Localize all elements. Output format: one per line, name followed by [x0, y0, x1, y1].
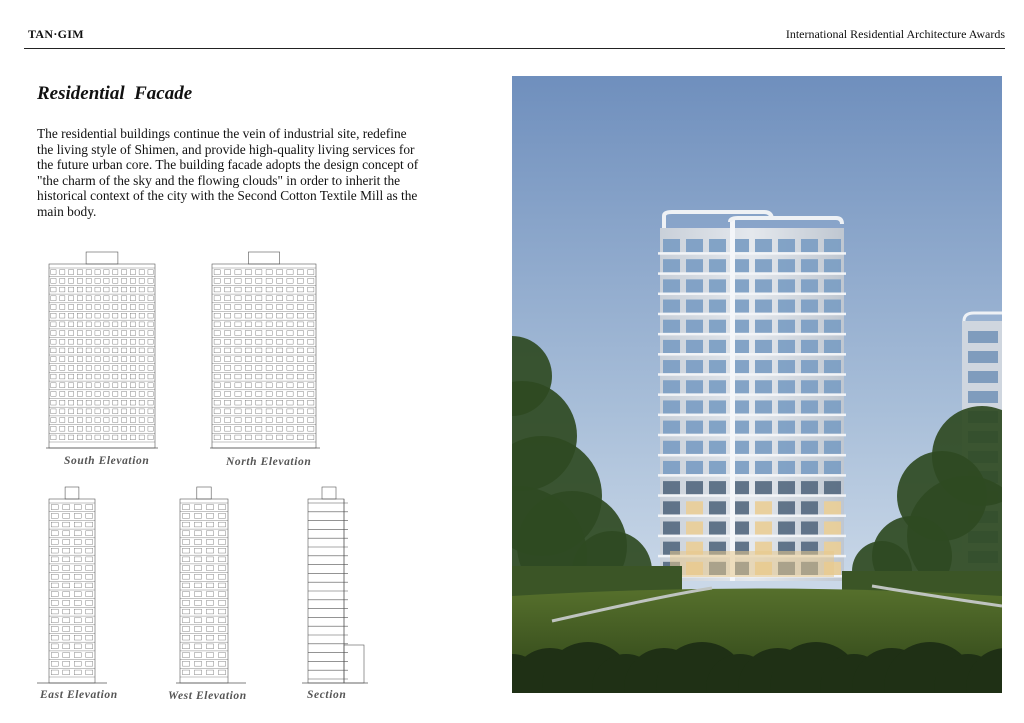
west-elevation-caption: West Elevation	[168, 690, 247, 702]
east-elevation-caption: East Elevation	[40, 689, 118, 701]
page-title: Residential Facade	[37, 83, 193, 104]
residential-tower-rendering	[512, 76, 1002, 693]
header-divider	[24, 48, 1005, 49]
north-elevation-caption: North Elevation	[226, 456, 312, 468]
brand-logo: TAN·GIM	[28, 27, 84, 41]
section-caption: Section	[307, 689, 347, 701]
page-description: The residential buildings continue the vein of industrial site, redefine the living style of Shimen, and provide high-quality living services for the future urban core. The building facade adopts the design concept of "the charm of the sky and the flowing clouds" in order to inherit the historical context of the city with the Second Cotton Textile Mill as the main body.	[37, 126, 419, 219]
north-elevation-drawing	[210, 250, 320, 452]
award-title: International Residential Architecture Awards	[785, 27, 1005, 41]
east-elevation-drawing	[37, 485, 107, 687]
section-drawing	[302, 485, 368, 687]
south-elevation-drawing	[46, 250, 158, 452]
west-elevation-drawing	[176, 485, 246, 687]
south-elevation-caption: South Elevation	[64, 455, 150, 467]
